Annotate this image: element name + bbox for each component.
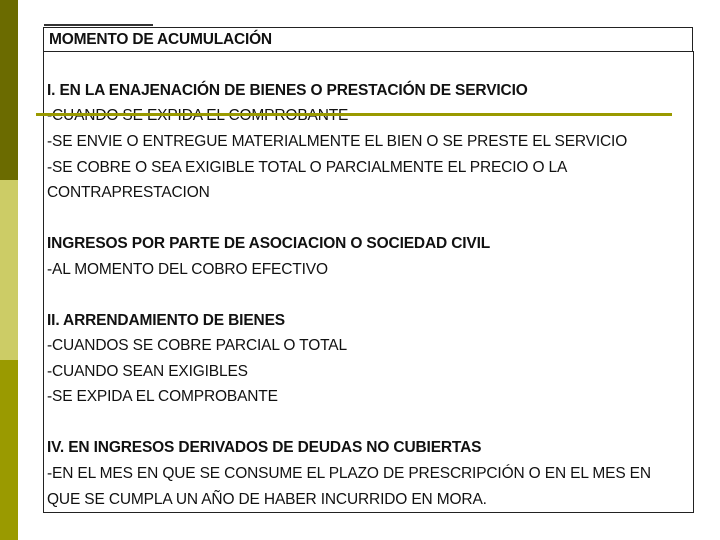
list-item	[47, 107, 348, 125]
heading-top-rule	[44, 24, 153, 26]
section-1-title: I. EN LA ENAJENACIÓN DE BIENES O PRESTACIÓN DE SERVICIO	[47, 82, 528, 99]
list-item: -AL MOMENTO DEL COBRO EFECTIVO	[47, 261, 328, 278]
list-item: -CUANDOS SE COBRE PARCIAL O TOTAL	[47, 337, 347, 354]
section-civil-title: INGRESOS POR PARTE DE ASOCIACION O SOCIEDAD CIVIL	[47, 235, 491, 252]
list-item: -SE COBRE O SEA EXIGIBLE TOTAL O PARCIALMENTE EL PRECIO O LA	[47, 159, 568, 176]
list-item: -CUANDO SEAN EXIGIBLES	[47, 363, 248, 380]
list-item: -SE ENVIE O ENTREGUE MATERIALMENTE EL BIEN O SE PRESTE EL SERVICIO	[47, 133, 628, 150]
list-item: -EN EL MES EN QUE SE CONSUME EL PLAZO DE PRESCRIPCIÓN O EN EL MES EN	[47, 465, 651, 482]
list-item-continuation: CONTRAPRESTACION	[47, 184, 210, 201]
decor-stripe-top	[0, 0, 18, 180]
decor-stripe-bottom	[0, 360, 18, 540]
page-title: MOMENTO DE ACUMULACIÓN	[49, 31, 272, 48]
decor-stripe-middle	[0, 180, 18, 360]
section-4-title: IV. EN INGRESOS DERIVADOS DE DEUDAS NO CUBIERTAS	[47, 439, 482, 456]
list-item: -SE EXPIDA EL COMPROBANTE	[47, 388, 278, 405]
list-item-continuation: QUE SE CUMPLA UN AÑO DE HABER INCURRIDO EN MORA.	[47, 491, 487, 508]
section-2-title: II. ARRENDAMIENTO DE BIENES	[47, 312, 285, 329]
olive-divider-line	[36, 113, 672, 116]
